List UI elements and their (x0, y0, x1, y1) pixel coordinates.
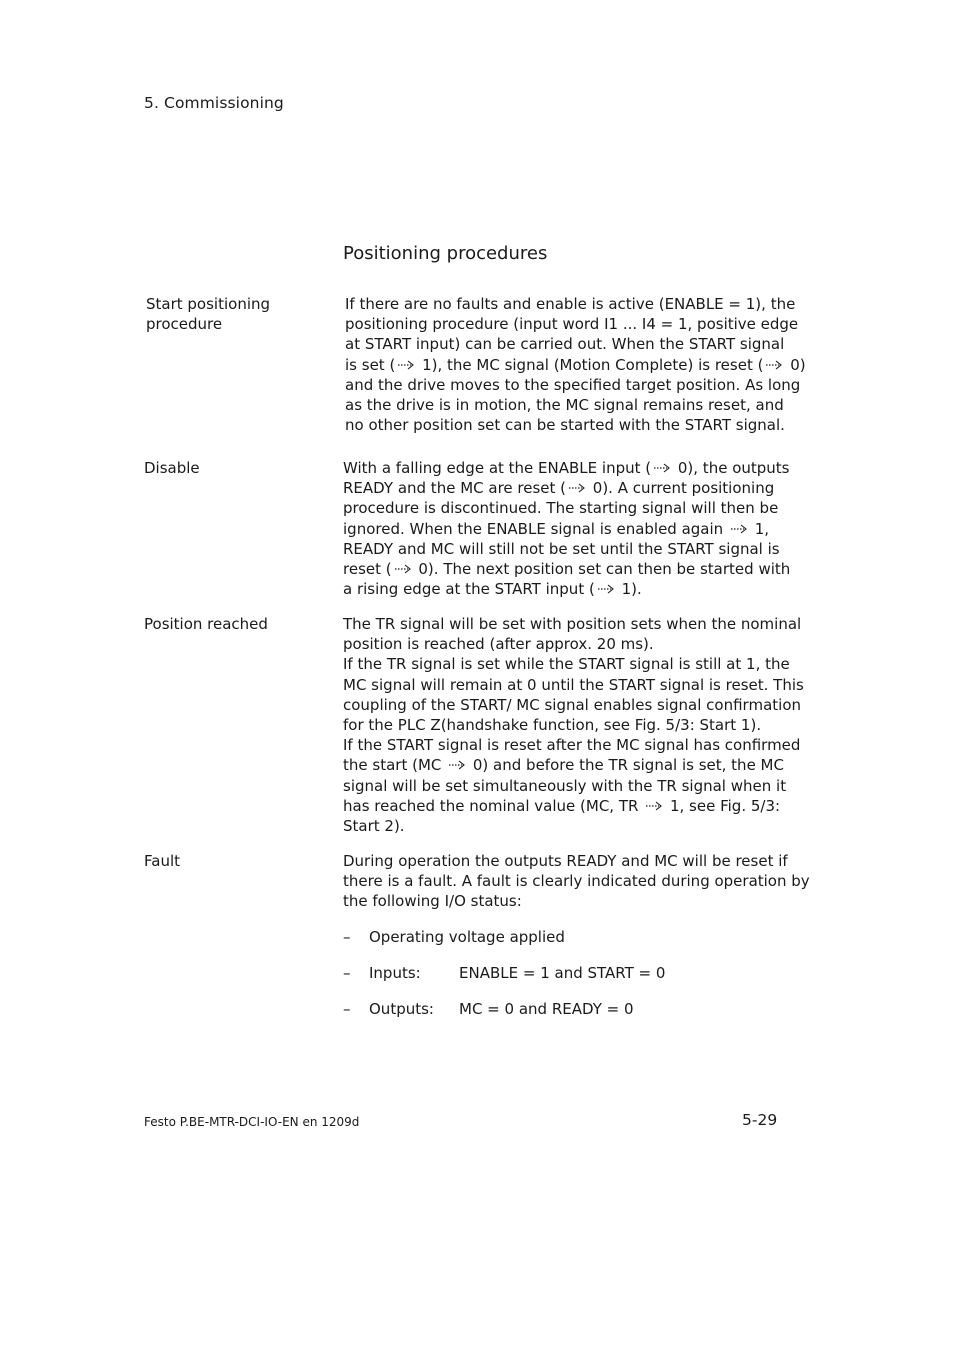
dotted-right-arrow-icon (645, 800, 663, 812)
dotted-right-arrow-icon (653, 462, 671, 474)
text-segment: 1, (749, 519, 770, 538)
footer-document-id: Festo P.BE-MTR-DCI-IO-EN en 1209d (144, 1115, 360, 1129)
text-segment: no other position set can be started with the START signal. (345, 416, 785, 435)
text-segment: MC signal will remain at 0 until the START signal is reset. This (343, 675, 804, 694)
text-segment: If there are no faults and enable is active (ENABLE = 1), the (345, 295, 796, 313)
text-segment: READY and the MC are reset ( (343, 479, 567, 498)
text-segment: If the START signal is reset after the MC signal has confirmed (343, 736, 801, 755)
dotted-right-arrow-icon (394, 563, 412, 575)
bullet-dash: – (343, 928, 351, 946)
text-segment: position is reached (after approx. 20 ms). (343, 635, 654, 654)
fault-text (343, 851, 810, 912)
bullet-text: Operating voltage applied (369, 928, 565, 946)
paragraph-line (343, 735, 801, 755)
text-segment: READY and MC will still not be set until the START signal is (343, 539, 780, 558)
text-segment: coupling of the START/ MC signal enables signal confirmation (343, 695, 801, 714)
text-segment: 0) (785, 355, 806, 374)
bullet-text: Outputs: (369, 1000, 434, 1018)
disable-label: Disable (144, 459, 200, 477)
dotted-right-arrow-icon (765, 359, 783, 371)
paragraph-line (343, 614, 802, 634)
text-segment: If the TR signal is set while the START signal is still at 1, the (343, 655, 790, 674)
disable-text (343, 458, 791, 599)
paragraph-line (343, 634, 783, 654)
paragraph-line (343, 498, 783, 518)
paragraph-line (343, 478, 783, 498)
start-procedure-text (345, 294, 806, 435)
paragraph-line (343, 559, 791, 579)
text-segment: procedure is discontinued. The starting signal will then be (343, 499, 779, 518)
text-segment: reset ( (343, 560, 392, 579)
bullet-text: Inputs: (369, 964, 421, 982)
text-segment: has reached the nominal value (MC, TR (343, 796, 644, 815)
text-segment: 1, see Fig. 5/3: (665, 796, 781, 815)
paragraph-line (343, 871, 810, 891)
text-segment: The TR signal will be set with position sets when the nominal (343, 615, 802, 633)
text-segment: ignored. When the ENABLE signal is enabled again (343, 519, 728, 538)
section-title: Positioning procedures (343, 243, 548, 264)
bullet-dash: – (343, 1000, 351, 1018)
text-segment: 0). A current positioning (588, 479, 775, 498)
text-segment: 0), the outputs (673, 459, 790, 477)
paragraph-line (343, 654, 790, 674)
paragraph-line (343, 755, 783, 775)
text-segment: signal will be set simultaneously with the TR signal when it (343, 776, 787, 795)
fault-label: Fault (144, 852, 180, 870)
label-line: procedure (146, 315, 223, 334)
dotted-right-arrow-icon (568, 482, 586, 494)
bullet-dash: – (343, 964, 351, 982)
paragraph-line (343, 816, 783, 836)
text-segment: positioning procedure (input word I1 ... I4 = 1, positive edge (345, 315, 799, 334)
text-segment: With a falling edge at the ENABLE input ( (343, 459, 652, 477)
bullet-value: MC = 0 and READY = 0 (459, 1000, 634, 1018)
paragraph-line (345, 314, 799, 334)
paragraph-line (343, 851, 788, 871)
paragraph-line (345, 375, 801, 395)
paragraph-line (343, 539, 783, 559)
text-segment: a rising edge at the START input ( (343, 580, 595, 599)
text-segment: Start 2). (343, 817, 405, 836)
paragraph-line (345, 355, 806, 375)
paragraph-line (343, 458, 790, 478)
text-segment: 1). (616, 580, 642, 599)
text-segment: 1), the MC signal (Motion Complete) is reset ( (417, 355, 764, 374)
text-segment: During operation the outputs READY and MC will be reset if (343, 852, 788, 870)
paragraph-line (343, 675, 804, 695)
text-segment: 0). The next position set can then be started with (413, 560, 791, 579)
dotted-right-arrow-icon (448, 759, 466, 771)
text-segment: and the drive moves to the specified target position. As long (345, 375, 801, 394)
paragraph-line (343, 776, 787, 796)
position-reached-text (343, 614, 804, 836)
dotted-right-arrow-icon (397, 359, 415, 371)
bullet-value: ENABLE = 1 and START = 0 (459, 964, 666, 982)
footer-page-number: 5-29 (742, 1111, 778, 1129)
paragraph-line (343, 715, 783, 735)
text-segment: the start (MC (343, 756, 447, 775)
paragraph-line (345, 395, 785, 415)
chapter-header: 5. Commissioning (144, 94, 284, 112)
paragraph-line (343, 891, 783, 911)
dotted-right-arrow-icon (730, 523, 748, 535)
text-segment: as the drive is in motion, the MC signal remains reset, and (345, 396, 784, 415)
position-reached-label: Position reached (144, 615, 268, 633)
text-segment: there is a fault. A fault is clearly indicated during operation by (343, 872, 810, 891)
text-segment: the following I/O status: (343, 892, 522, 911)
paragraph-line (345, 294, 796, 314)
paragraph-line (343, 695, 801, 715)
paragraph-line (343, 796, 783, 816)
paragraph-line (343, 579, 783, 599)
text-segment: for the PLC Z(handshake function, see Fig. 5/3: Start 1). (343, 716, 762, 735)
paragraph-line (345, 415, 785, 435)
text-segment: at START input) can be carried out. When the START signal (345, 335, 785, 354)
paragraph-line (343, 519, 783, 539)
dotted-right-arrow-icon (597, 583, 615, 595)
text-segment: is set ( (345, 355, 396, 374)
start-procedure-label (146, 294, 336, 334)
text-segment: 0) and before the TR signal is set, the MC (468, 756, 784, 775)
label-line: Start positioning (146, 295, 271, 313)
paragraph-line (345, 334, 785, 354)
